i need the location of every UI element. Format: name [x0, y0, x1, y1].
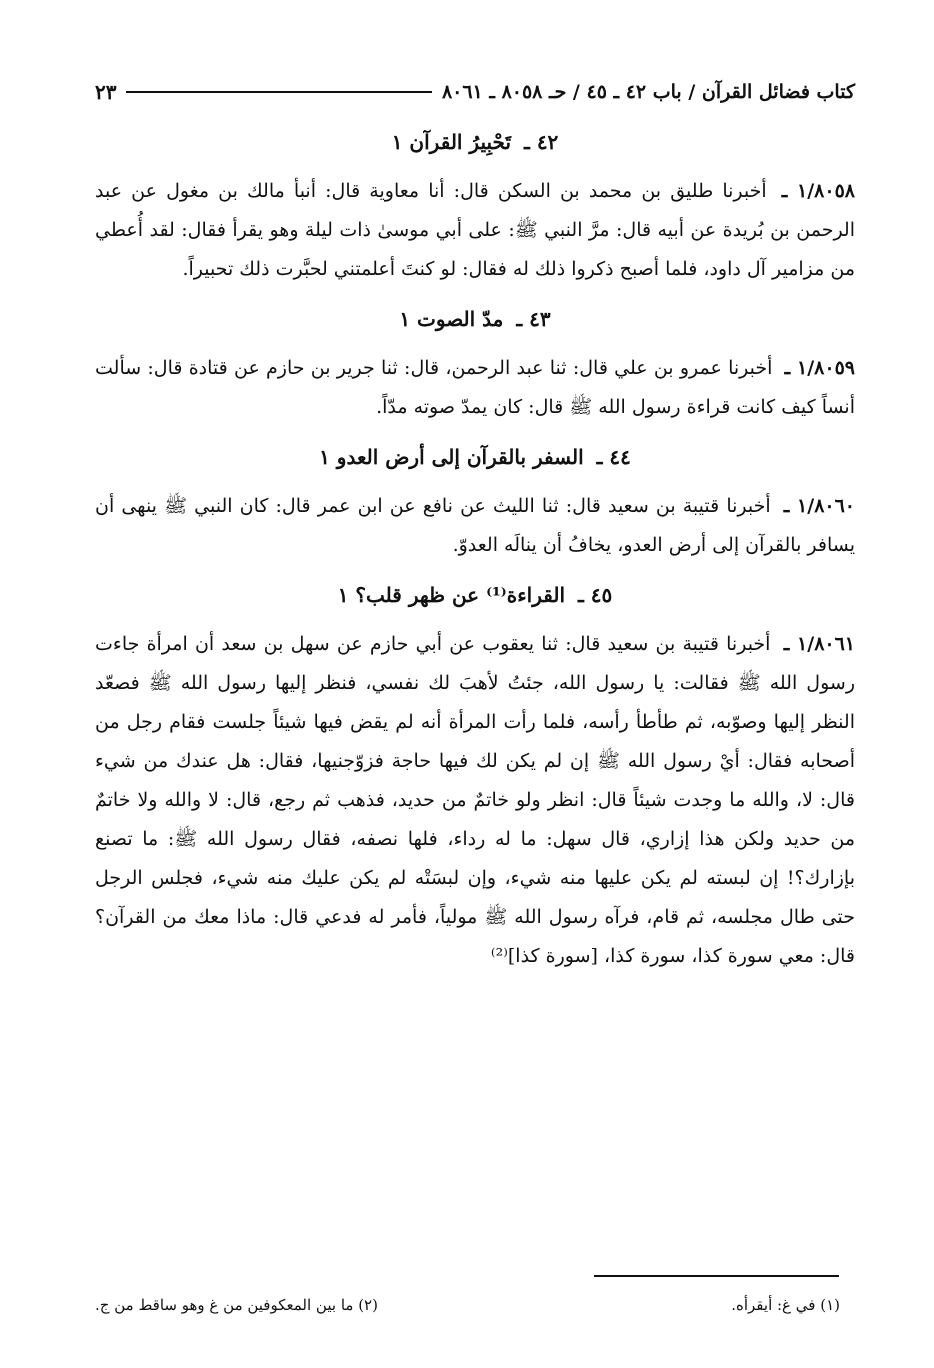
hadith-text: أخبرنا طليق بن محمد بن السكن قال: أنا معاوية قال: أنبأ مالك بن مغول عن عبد الرحمن بن بُريدة عن أبيه قال: مرَّ النبي ﷺ: على أبي موسىٰ ذات ليلة وهو يقرأ فقال: لقد أُعطي من مزامير آل داود، فلما أصبح ذكروا ذلك له فقال: لو كنتَ أعلمتني لحبَّرت ذلك تحبيراً.	[95, 180, 855, 280]
running-header	[95, 72, 855, 112]
hadith-text: أخبرنا قتيبة بن سعيد قال: ثنا الليث عن نافع عن ابن عمر قال: كان النبي ﷺ ينهى أن يسافر بالقرآن إلى أرض العدو، يخافُ أن ينالَه العدوّ.	[95, 495, 855, 556]
section-42	[95, 122, 855, 289]
chapter-title-text: القراءة⁽¹⁾ عن ظهر قلب؟ ١	[337, 583, 565, 607]
chapter-title-text: تَحْبِيرُ القرآن ١	[391, 130, 512, 154]
hadith-paragraph	[95, 172, 855, 289]
chapter-number: ٤٥ ـ	[577, 583, 613, 607]
hadith-text: أخبرنا قتيبة بن سعيد قال: ثنا يعقوب عن أبي حازم عن سهل بن سعد أن امرأة جاءت رسول الله ﷺ فقالت: يا رسول الله، جئتُ لأهبَ لك نفسي، فنظر إليها رسول الله ﷺ فصعّد النظر إليها وصوّبه، ثم طأطأ رأسه، فلما رأت المرأة أنه لم يقض فيها شيئاً جلست فقام رجل من أصحابه فقال: أيْ رسول الله ﷺ إن لم يكن لك فيها حاجة فزوّجنيها، فقال: هل عندك من شيء قال: لا، والله ما وجدت شيئاً قال: انظر ولو خاتمٌ من حديد، فذهب ثم رجع، قال: لا والله ولا خاتمٌ من حديد ولكن هذا إزاري، قال سهل: ما له رداء، فلها نصفه، فقال رسول الله ﷺ: ما تصنع بإزارك؟! إن لبسته لم يكن عليها منه شيء، وإن لبسَتْه لم يكن عليك منه شيء، فجلس الرجل حتى طال مجلسه، ثم قام، فرآه رسول الله ﷺ مولياً، فأمر له فدعي قال: ماذا معك من القرآن؟ قال: معي سورة كذا، سورة كذا، [سورة كذا]⁽²⁾	[95, 633, 855, 967]
hadith-number: ١/٨٠٥٨ ـ	[781, 180, 855, 202]
footnote-1: (١) في غ: أيقرأه.	[731, 1296, 840, 1314]
hadith-text: أخبرنا عمرو بن علي قال: ثنا عبد الرحمن، قال: ثنا جرير بن حازم عن قتادة قال: سألت أنساً كيف كانت قراءة رسول الله ﷺ قال: كان يمدّ صوته مدّاً.	[95, 357, 855, 418]
footnotes	[95, 1290, 840, 1320]
header-rule	[126, 91, 431, 93]
chapter-title-text: السفر بالقرآن إلى أرض العدو ١	[319, 445, 584, 469]
chapter-number: ٤٤ ـ	[596, 445, 631, 469]
running-title: كتاب فضائل القرآن / باب ٤٢ ـ ٤٥ / حـ ٨٠٥٨ ـ ٨٠٦١	[441, 81, 855, 103]
chapter-title	[95, 437, 855, 477]
chapter-title	[95, 575, 855, 615]
book-page	[95, 72, 855, 976]
chapter-number: ٤٣ ـ	[516, 307, 551, 331]
section-44	[95, 437, 855, 565]
chapter-title	[95, 299, 855, 339]
hadith-paragraph	[95, 625, 855, 976]
page-number: ٢٣	[95, 80, 117, 104]
section-43	[95, 299, 855, 427]
chapter-title-text: مدّ الصوت ١	[399, 307, 504, 331]
hadith-number: ١/٨٠٥٩ ـ	[784, 357, 855, 379]
hadith-number: ١/٨٠٦١ ـ	[783, 633, 856, 655]
footnote-rule	[594, 1275, 839, 1277]
chapter-title	[95, 122, 855, 162]
chapter-number: ٤٢ ـ	[523, 130, 559, 154]
section-45	[95, 575, 855, 976]
footnote-2: (٢) ما بين المعكوفين من غ وهو ساقط من ج.	[95, 1296, 378, 1314]
hadith-number: ١/٨٠٦٠ ـ	[783, 495, 856, 517]
hadith-paragraph	[95, 487, 855, 565]
hadith-paragraph	[95, 349, 855, 427]
